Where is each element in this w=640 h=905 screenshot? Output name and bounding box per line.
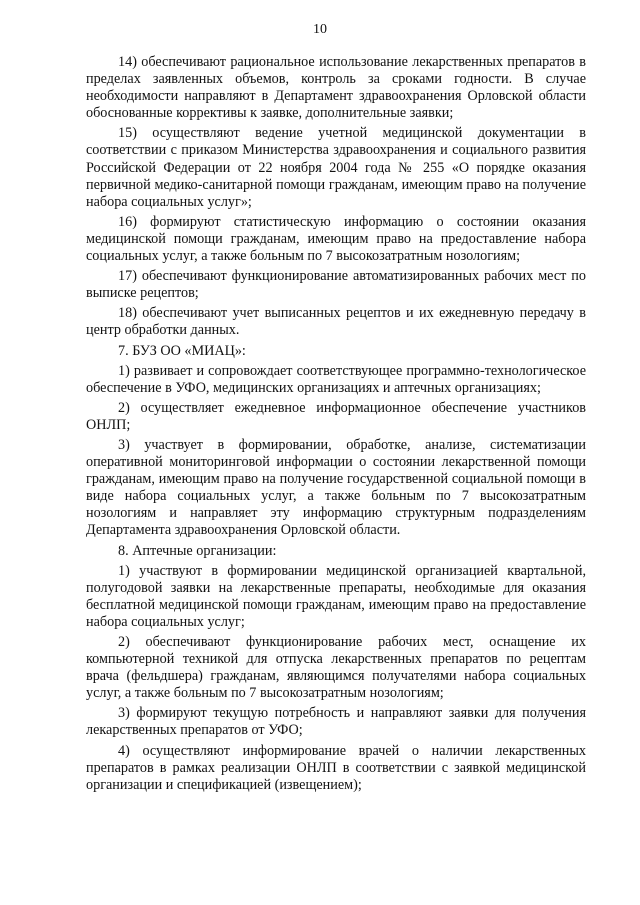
paragraph-item-18: 18) обеспечивают учет выписанных рецептов и их ежедневную передачу в центр обработки данных. [86, 305, 586, 339]
paragraph-pharmacy-3: 3) формируют текущую потребность и направляют заявки для получения лекарственных препаратов от УФО; [86, 705, 586, 739]
section-heading-pharmacies: 8. Аптечные организации: [118, 542, 277, 559]
paragraph-pharmacy-4: 4) осуществляют информирование врачей о наличии лекарственных препаратов в рамках реализации ОНЛП в соответствии с заявкой медицинской организации и спецификацией (извещением); [86, 742, 586, 793]
paragraph-miac-1: 1) развивает и сопровождает соответствующее программно-технологическое обеспечение в УФО, медицинских организациях и аптечных организациях; [86, 362, 586, 396]
paragraph-miac-2: 2) осуществляет ежедневное информационное обеспечение участников ОНЛП; [86, 399, 586, 433]
paragraph-item-15: 15) осуществляют ведение учетной медицинской документации в соответствии с приказом Министерства здравоохранения и социального развития Российской Федерации от 22 ноября 2004 года № 255 «О порядке оказания первичной медико-санитарной помощи гражданам, имеющим право на получение набора социальных услуг»; [86, 125, 586, 210]
paragraph-pharmacy-2: 2) обеспечивают функционирование рабочих мест, оснащение их компьютерной техникой для отпуска лекарственных препаратов по рецептам врача (фельдшера) гражданам, являющимся получателями набора социальных услуг, а также больным по 7 высокозатратным нозологиям; [86, 634, 586, 702]
page-number: 10 [313, 22, 327, 37]
paragraph-item-14: 14) обеспечивают рациональное использование лекарственных препаратов в пределах заявленных объемов, контроль за сроками годности. В случае необходимости направляют в Департамент здравоохранения Орловской области обоснованные коррективы к заявке, дополнительные заявки; [86, 54, 586, 122]
paragraph-item-17: 17) обеспечивают функционирование автоматизированных рабочих мест по выписке рецептов; [86, 268, 586, 302]
paragraph-item-16: 16) формируют статистическую информацию о состоянии оказания медицинской помощи гражданам, имеющим право на предоставление набора социальных услуг, а также больным по 7 высокозатратным нозологиям; [86, 213, 586, 265]
section-heading-miac: 7. БУЗ ОО «МИАЦ»: [118, 342, 246, 359]
document-body [86, 54, 586, 797]
paragraph-miac-3: 3) участвует в формировании, обработке, анализе, систематизации оперативной мониторинговой информации о состоянии лекарственной помощи гражданам, имеющим право на получение государственной социальной помощи в виде набора социальных услуг, а также больным по 7 высокозатратным нозологиям и направляет эту информацию структурным подразделениям Департамента здравоохранения Орловской области. [86, 436, 586, 539]
paragraph-pharmacy-1: 1) участвуют в формировании медицинской организацией квартальной, полугодовой заявки на лекарственные препараты, необходимые для оказания бесплатной медицинской помощи гражданам, имеющим право на предоставление набора социальных услуг; [86, 562, 586, 630]
